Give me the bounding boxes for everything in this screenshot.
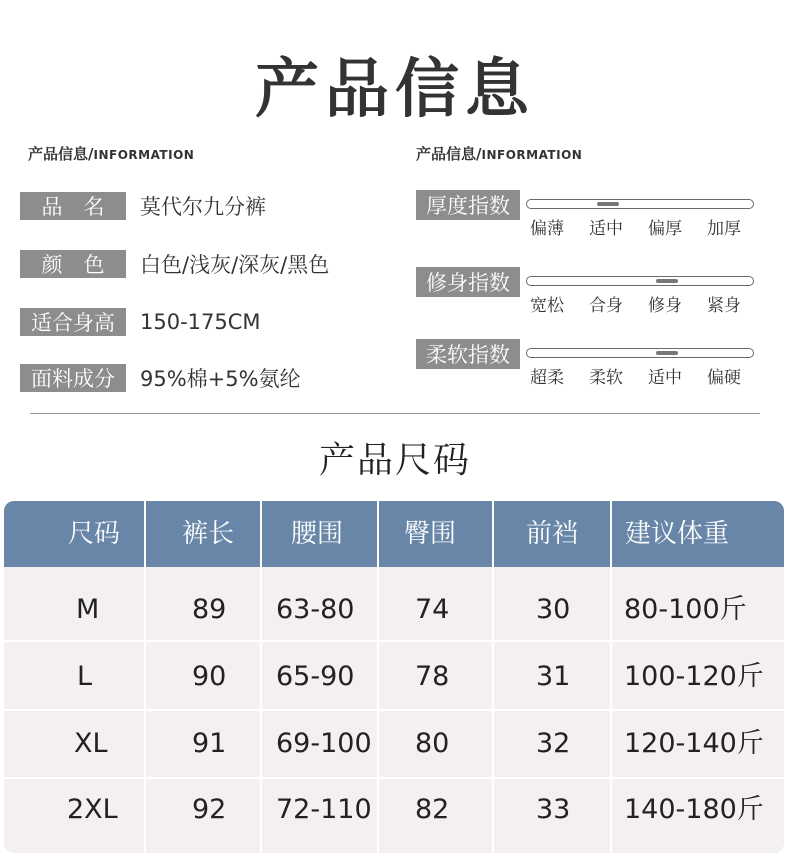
table-cell: 90 bbox=[192, 661, 227, 692]
info-value: 白色/浅灰/深灰/黑色 bbox=[140, 253, 330, 277]
col-divider bbox=[492, 501, 494, 853]
col-header-length: 裤长 bbox=[182, 519, 235, 549]
table-cell: 2XL bbox=[67, 794, 118, 825]
table-cell: 69-100 bbox=[276, 728, 372, 759]
info-row-name bbox=[20, 191, 266, 221]
info-label: 颜 色 bbox=[20, 250, 126, 278]
info-value: 莫代尔九分裤 bbox=[140, 195, 266, 219]
table-cell: 80-100斤 bbox=[624, 594, 747, 625]
index-option: 柔软 bbox=[589, 368, 623, 388]
table-cell: 89 bbox=[192, 594, 227, 625]
index-knob bbox=[656, 351, 678, 355]
table-cell: 140-180斤 bbox=[624, 794, 764, 825]
col-divider bbox=[377, 501, 379, 853]
info-row-height bbox=[20, 307, 261, 337]
col-divider bbox=[610, 501, 612, 853]
index-option: 超柔 bbox=[530, 368, 564, 388]
info-label: 适合身高 bbox=[20, 308, 126, 336]
table-cell: 74 bbox=[415, 594, 450, 625]
index-option: 宽松 bbox=[530, 296, 564, 316]
col-header-weight: 建议体重 bbox=[625, 519, 730, 549]
left-heading-en: INFORMATION bbox=[93, 148, 195, 162]
table-cell: 82 bbox=[415, 794, 450, 825]
col-header-hip: 臀围 bbox=[404, 519, 457, 549]
table-cell: 65-90 bbox=[276, 661, 355, 692]
table-cell: 92 bbox=[192, 794, 227, 825]
info-row-color bbox=[20, 249, 329, 279]
index-option: 加厚 bbox=[707, 219, 741, 239]
table-cell: 63-80 bbox=[276, 594, 355, 625]
size-table-title: 产品尺码 bbox=[318, 440, 471, 481]
index-option: 合身 bbox=[589, 296, 623, 316]
table-cell: 31 bbox=[536, 661, 571, 692]
index-option: 偏厚 bbox=[648, 219, 682, 239]
info-value: 95%棉+5%氨纶 bbox=[140, 367, 301, 391]
page-title: 产品信息 bbox=[255, 53, 535, 127]
index-track bbox=[526, 276, 754, 286]
left-section-heading bbox=[28, 143, 194, 164]
info-value: 150-175CM bbox=[140, 310, 261, 334]
col-divider bbox=[144, 501, 146, 853]
index-label: 厚度指数 bbox=[416, 190, 520, 220]
index-option: 偏薄 bbox=[530, 219, 564, 239]
table-cell: 33 bbox=[536, 794, 571, 825]
col-divider bbox=[260, 501, 262, 853]
row-divider bbox=[4, 640, 784, 642]
index-track bbox=[526, 199, 754, 209]
index-label: 修身指数 bbox=[416, 267, 520, 297]
info-row-fabric bbox=[20, 363, 301, 393]
table-cell: 91 bbox=[192, 728, 227, 759]
row-divider bbox=[4, 709, 784, 711]
right-section-heading bbox=[416, 143, 582, 164]
table-cell: 78 bbox=[415, 661, 450, 692]
index-option: 适中 bbox=[589, 219, 623, 239]
index-track bbox=[526, 348, 754, 358]
table-cell: 30 bbox=[536, 594, 571, 625]
table-cell: 32 bbox=[536, 728, 571, 759]
info-label: 品 名 bbox=[20, 192, 126, 220]
row-divider bbox=[4, 777, 784, 779]
section-divider bbox=[30, 413, 760, 414]
table-cell: L bbox=[77, 661, 93, 692]
index-knob bbox=[656, 279, 678, 283]
table-cell: 80 bbox=[415, 728, 450, 759]
index-knob bbox=[597, 202, 619, 206]
left-heading-cn: 产品信息/ bbox=[28, 145, 94, 163]
table-cell: 100-120斤 bbox=[624, 661, 764, 692]
col-header-waist: 腰围 bbox=[291, 519, 344, 549]
table-cell: 72-110 bbox=[276, 794, 372, 825]
table-cell: M bbox=[76, 594, 100, 625]
right-heading-en: INFORMATION bbox=[481, 148, 583, 162]
col-header-size: 尺码 bbox=[68, 519, 121, 549]
info-label: 面料成分 bbox=[20, 364, 126, 392]
index-option: 偏硬 bbox=[707, 368, 741, 388]
size-table bbox=[4, 501, 784, 853]
table-cell: XL bbox=[74, 728, 108, 759]
index-option: 紧身 bbox=[707, 296, 741, 316]
col-header-rise: 前裆 bbox=[526, 519, 579, 549]
right-heading-cn: 产品信息/ bbox=[416, 145, 482, 163]
index-label: 柔软指数 bbox=[416, 339, 520, 369]
index-option: 修身 bbox=[648, 296, 682, 316]
table-cell: 120-140斤 bbox=[624, 728, 764, 759]
index-option: 适中 bbox=[648, 368, 682, 388]
